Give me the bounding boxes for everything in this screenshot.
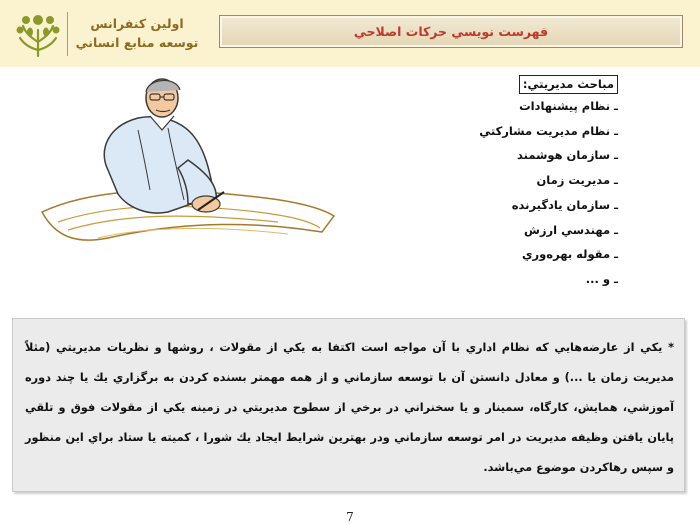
slide-title-box: [219, 15, 683, 48]
topic-item: ـ مقوله بهره‌وري: [522, 247, 618, 262]
slide-title: فهرست نويسي حركات اصلاحي: [353, 24, 549, 39]
note-box: [12, 318, 685, 492]
logo-divider: [67, 12, 68, 56]
logo-line-1: اولين كنفرانس: [90, 16, 184, 31]
topic-item: ـ مهندسي ارزش: [524, 222, 618, 237]
topic-item: ـ و ...: [585, 271, 618, 286]
conference-emblem-icon: [16, 12, 60, 58]
topic-item: ـ سازمان يادگيرنده: [511, 197, 618, 212]
page-number: 7: [346, 510, 354, 524]
topics-heading: مباحث مديريتي:: [519, 75, 618, 94]
topic-item: ـ نظام پيشنهادات: [519, 99, 618, 113]
writing-man-illustration-icon: [38, 70, 338, 255]
topic-item: ـ مديريت زمان: [536, 173, 618, 188]
logo-line-2: توسعه منابع انساني: [75, 35, 199, 50]
header-bar: [0, 0, 700, 67]
topic-item: ـ نظام مديريت مشاركتي: [479, 123, 618, 138]
management-topics-list: [358, 73, 618, 292]
conference-logo[interactable]: [10, 6, 210, 62]
topic-item: ـ سازمان هوشمند: [517, 148, 618, 163]
note-paragraph: * يكي از عارضه‌هايي كه نظام اداري با آن مواجه است اكتفا به يكي از مقولات ، روشها و نظريات مديريتي (مثلاً مديريت زمان يا ...) و معادل دانستن آن با توسعه سازماني و از همه مهمتر بسنده كردن به برگزاري يك يا چند دوره آموزشي، همايش، كارگاه، سمينار و يا سخنراني در برخي از سطوح مديريتي در زمينه يكي از مقولات فوق و تلقي پايان يافتن وظيفه مديريت در امر توسعه سازماني ودر بهترين شرايط ايجاد يك شورا ، كميته يا ستاد براي اين منظور و سپس رهاكردن موضوع مي‌باشد.: [25, 341, 674, 474]
logo-text: [72, 14, 202, 52]
